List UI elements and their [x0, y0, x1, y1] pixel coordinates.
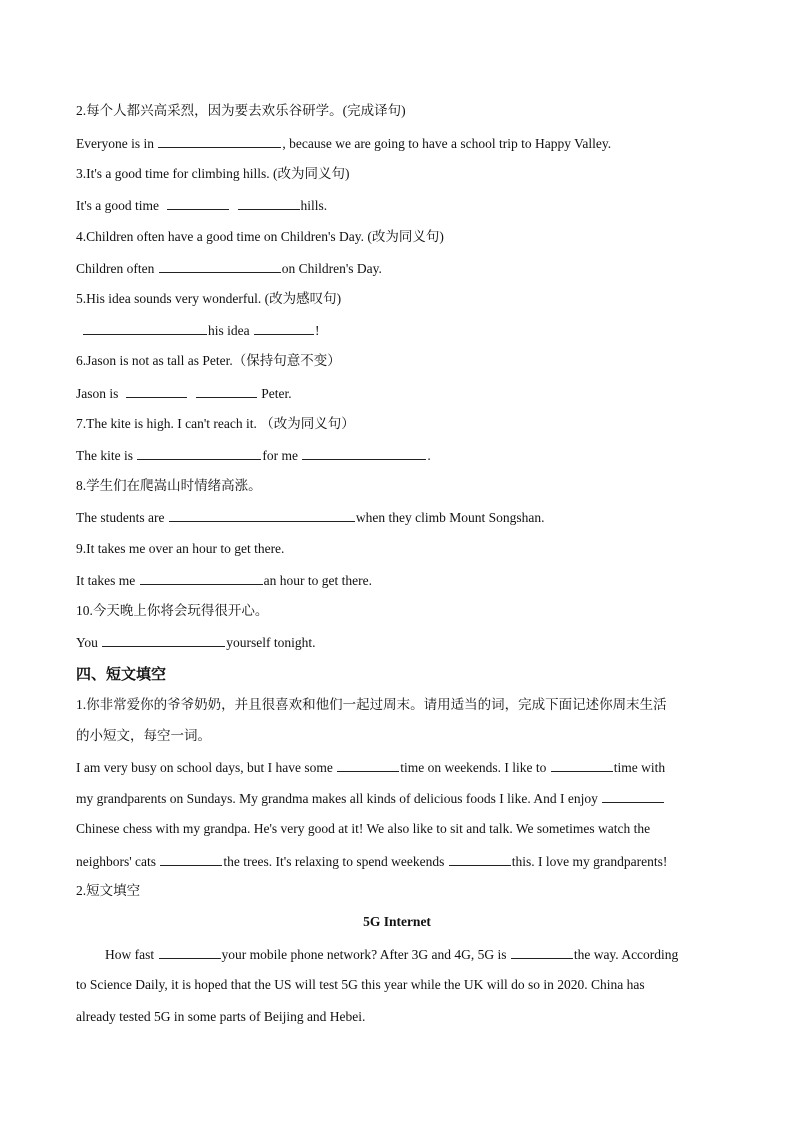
- q3-text-b: hills.: [300, 198, 328, 213]
- q9-answer-line: [76, 571, 372, 590]
- q7-text-a: The kite is: [76, 448, 133, 463]
- q6-text-b: Peter.: [261, 386, 292, 401]
- q7-answer-line: [76, 446, 431, 465]
- q9-blank[interactable]: [140, 571, 263, 585]
- q6-text-a: Jason is: [76, 386, 119, 401]
- q4-answer-line: [76, 259, 382, 278]
- q4-prompt: 4.Children often have a good time on Children's Day. (改为同义句): [76, 229, 444, 244]
- q3-blank-1[interactable]: [167, 196, 229, 210]
- passage1-text: time with: [613, 760, 666, 775]
- q4-text-a: Children often: [76, 261, 155, 276]
- q9-text-a: It takes me: [76, 573, 136, 588]
- q5-prompt: 5.His idea sounds very wonderful. (改为感叹句): [76, 291, 342, 306]
- q8-blank[interactable]: [169, 508, 355, 522]
- passage2-title: 5G Internet: [363, 914, 431, 929]
- q7-text-b: for me: [262, 448, 298, 463]
- passage1-text: the trees. It's relaxing to spend weekends: [223, 854, 445, 869]
- passage1-line-4: [76, 852, 667, 871]
- passage1-text: this. I love my grandparents!: [511, 854, 668, 869]
- passage1-intro-2: 的小短文，每空一词。: [76, 728, 211, 743]
- q3-prompt: 3.It's a good time for climbing hills. (改为同义句): [76, 166, 350, 181]
- passage1-text: I am very busy on school days, but I have some: [76, 760, 333, 775]
- passage1-blank-5[interactable]: [449, 852, 511, 866]
- passage2-text: How fast: [105, 947, 155, 962]
- passage2-label: 2.短文填空: [76, 883, 141, 898]
- q10-prompt: 10.今天晚上你将会玩得很开心。: [76, 603, 269, 618]
- passage1-blank-1[interactable]: [337, 758, 399, 772]
- q7-prompt: 7.The kite is high. I can't reach it. （改为同义句）: [76, 416, 355, 431]
- q4-blank[interactable]: [159, 259, 281, 273]
- q3-answer-line: [76, 196, 327, 215]
- passage1-blank-2[interactable]: [551, 758, 613, 772]
- q5-text-a: his idea: [208, 323, 250, 338]
- q5-text-b: !: [315, 323, 320, 338]
- passage1-intro-1: 1.你非常爱你的爷爷奶奶，并且很喜欢和他们一起过周末。请用适当的词，完成下面记述你周末生活: [76, 697, 667, 712]
- q2-text-b: , because we are going to have a school trip to Happy Valley.: [282, 136, 612, 151]
- q10-answer-line: [76, 633, 316, 652]
- passage1-line-1: [76, 758, 665, 777]
- q8-text-b: when they climb Mount Songshan.: [355, 510, 545, 525]
- q5-answer-line: [82, 321, 320, 340]
- q3-blank-2[interactable]: [238, 196, 300, 210]
- passage2-text: your mobile phone network? After 3G and 4G, 5G is: [221, 947, 507, 962]
- passage1-text: my grandparents on Sundays. My grandma makes all kinds of delicious foods I like. And I enjoy: [76, 791, 598, 806]
- q2-blank[interactable]: [158, 134, 281, 148]
- q2-answer-line: [76, 134, 611, 153]
- q8-prompt: 8.学生们在爬嵩山时情绪高涨。: [76, 478, 262, 493]
- q3-text-a: It's a good time: [76, 198, 160, 213]
- q7-text-c: .: [427, 448, 431, 463]
- section-heading: 四、短文填空: [76, 665, 167, 683]
- passage2-text: the way. According: [573, 947, 679, 962]
- passage1-line-2: [76, 789, 665, 808]
- q9-text-b: an hour to get there.: [263, 573, 372, 588]
- passage2-line-2: to Science Daily, it is hoped that the US will test 5G this year while the UK will do so in 2020. China has: [76, 977, 645, 992]
- q6-blank-2[interactable]: [196, 384, 257, 398]
- q10-blank[interactable]: [102, 633, 225, 647]
- q4-text-b: on Children's Day.: [281, 261, 382, 276]
- passage2-line-3: already tested 5G in some parts of Beijing and Hebei.: [76, 1009, 366, 1024]
- q6-prompt: 6.Jason is not as tall as Peter.（保持句意不变）: [76, 353, 341, 368]
- passage2-blank-2[interactable]: [511, 945, 573, 959]
- passage2-line-1: [105, 945, 678, 964]
- q2-prompt: 2.每个人都兴高采烈，因为要去欢乐谷研学。(完成译句): [76, 103, 406, 118]
- q8-answer-line: [76, 508, 544, 527]
- q5-blank-1[interactable]: [83, 321, 207, 335]
- passage1-text: neighbors' cats: [76, 854, 157, 869]
- q10-text-b: yourself tonight.: [226, 635, 316, 650]
- q8-text-a: The students are: [76, 510, 165, 525]
- q2-text-a: Everyone is in: [76, 136, 154, 151]
- passage1-text: time on weekends. I like to: [400, 760, 547, 775]
- q7-blank-1[interactable]: [137, 446, 261, 460]
- q10-text-a: You: [76, 635, 98, 650]
- passage1-line-3: Chinese chess with my grandpa. He's very good at it! We also like to sit and talk. We sometimes watch the: [76, 821, 651, 836]
- q5-blank-2[interactable]: [254, 321, 314, 335]
- q9-prompt: 9.It takes me over an hour to get there.: [76, 541, 285, 556]
- q7-blank-2[interactable]: [302, 446, 426, 460]
- q6-blank-1[interactable]: [126, 384, 187, 398]
- passage1-blank-3[interactable]: [602, 789, 664, 803]
- q6-answer-line: [76, 384, 292, 403]
- passage2-blank-1[interactable]: [159, 945, 221, 959]
- passage1-blank-4[interactable]: [160, 852, 222, 866]
